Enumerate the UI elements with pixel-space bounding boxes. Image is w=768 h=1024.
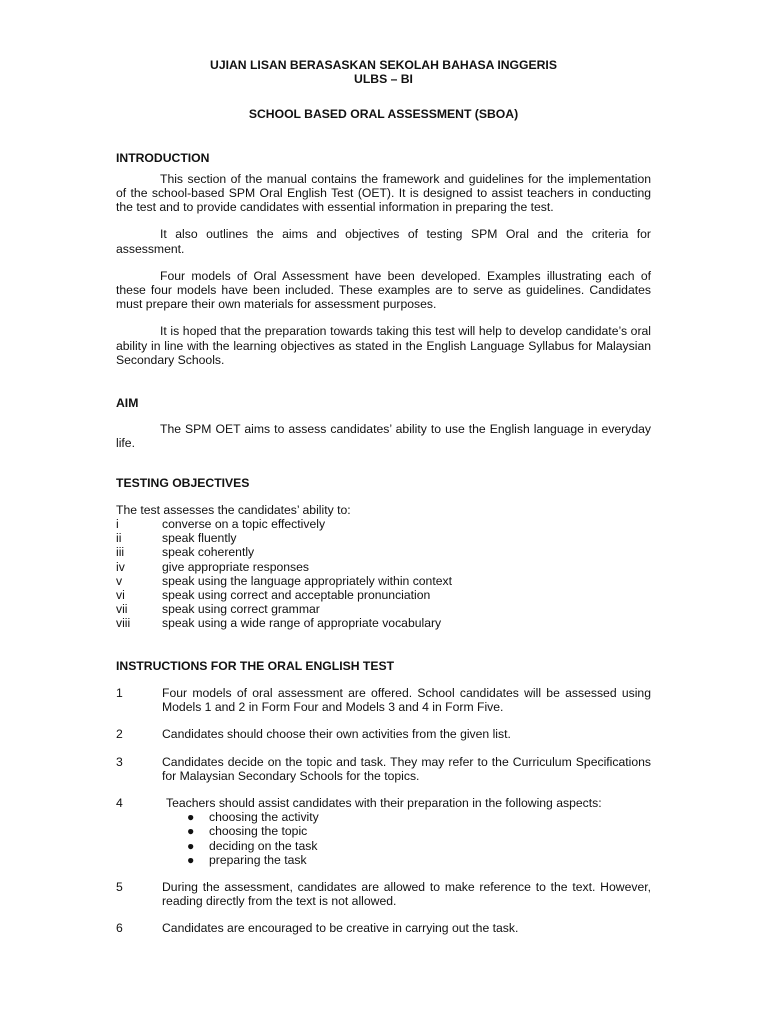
list-item: vii speak using correct grammar (116, 602, 320, 617)
instruction-item-6: 6 Candidates are encouraged to be creative in carrying out the task. (116, 921, 519, 936)
list-item: vi speak using correct and acceptable pronunciation (116, 588, 431, 603)
instruction-item-5: 5 During the assessment, candidates are allowed to make reference to the text. However, reading directly from the text is not allowed. (116, 879, 651, 909)
introduction-heading: INTRODUCTION (116, 150, 210, 165)
document-title (116, 58, 651, 86)
bullet-icon: ● (187, 852, 195, 867)
instruction-item-2: 2 Candidates should choose their own activities from the given list. (116, 727, 511, 742)
bullet-icon: ● (187, 810, 195, 825)
bullet-icon: ● (187, 824, 195, 839)
aim-heading: AIM (116, 396, 139, 411)
bullet-icon: ● (187, 838, 195, 853)
list-item: ii speak fluently (116, 531, 237, 546)
instruction-item-4-text: Teachers should assist candidates with their preparation in the following aspects: (166, 795, 602, 810)
preparation-bullets (162, 810, 651, 867)
title-line-2: ULBS – BI (354, 72, 413, 87)
list-item: viii speak using a wide range of appropriate vocabulary (116, 616, 442, 631)
list-item: iv give appropriate responses (116, 559, 310, 574)
list-item: iii speak coherently (116, 545, 255, 560)
instruction-item-1: 1 Four models of oral assessment are offered. School candidates will be assessed using Models 1 and 2 in Form Four and Models 3 and 4 in Form Five. (116, 685, 651, 715)
title-line-1: UJIAN LISAN BERASASKAN SEKOLAH BAHASA INGGERIS (210, 58, 557, 72)
bullet-item: ● choosing the topic (187, 824, 308, 839)
objectives-lead: The test assesses the candidates’ ability to: (116, 502, 351, 517)
list-item: i converse on a topic effectively (116, 517, 326, 532)
objectives-list (116, 517, 651, 631)
intro-paragraph-1: This section of the manual contains the framework and guidelines for the implementation of the school-based SPM Oral English Test (OET). It is designed to assist teachers in conducting the test and to provide candidates with essential information in preparing the test. (116, 171, 651, 215)
intro-paragraph-3: Four models of Oral Assessment have been developed. Examples illustrating each of these four models have been included. These examples are to serve as guidelines. Candidates must prepare their own materials for assessment purposes. (116, 268, 651, 312)
instruction-item-4: 4 Teachers should assist candidates with their preparation in the following aspects: ● choosing the activity ● choosing the topic ● deciding on the task ● preparing the task (116, 796, 651, 867)
intro-paragraph-2: It also outlines the aims and objectives of testing SPM Oral and the criteria for assessment. (116, 227, 651, 256)
instructions-heading: INSTRUCTIONS FOR THE ORAL ENGLISH TEST (116, 658, 395, 673)
list-item: v speak using the language appropriately within context (116, 573, 452, 588)
aim-paragraph: The SPM OET aims to assess candidates’ ability to use the English language in everyday life. (116, 422, 651, 451)
testing-objectives-heading: TESTING OBJECTIVES (116, 475, 250, 490)
intro-paragraph-4: It is hoped that the preparation towards taking this test will help to develop candidate’s oral ability in line with the learning objectives as stated in the English Language Syllabus for Malaysian Secondary Schools. (116, 324, 651, 367)
bullet-item: ● deciding on the task (187, 838, 318, 853)
bullet-item: ● choosing the activity (187, 810, 319, 825)
document-subtitle: SCHOOL BASED ORAL ASSESSMENT (SBOA) (248, 107, 519, 122)
instructions-list (116, 686, 651, 936)
instruction-item-3: 3 Candidates decide on the topic and task. They may refer to the Curriculum Specifications for Malaysian Secondary Schools for the topics. (116, 754, 651, 783)
bullet-item: ● preparing the task (187, 852, 307, 867)
